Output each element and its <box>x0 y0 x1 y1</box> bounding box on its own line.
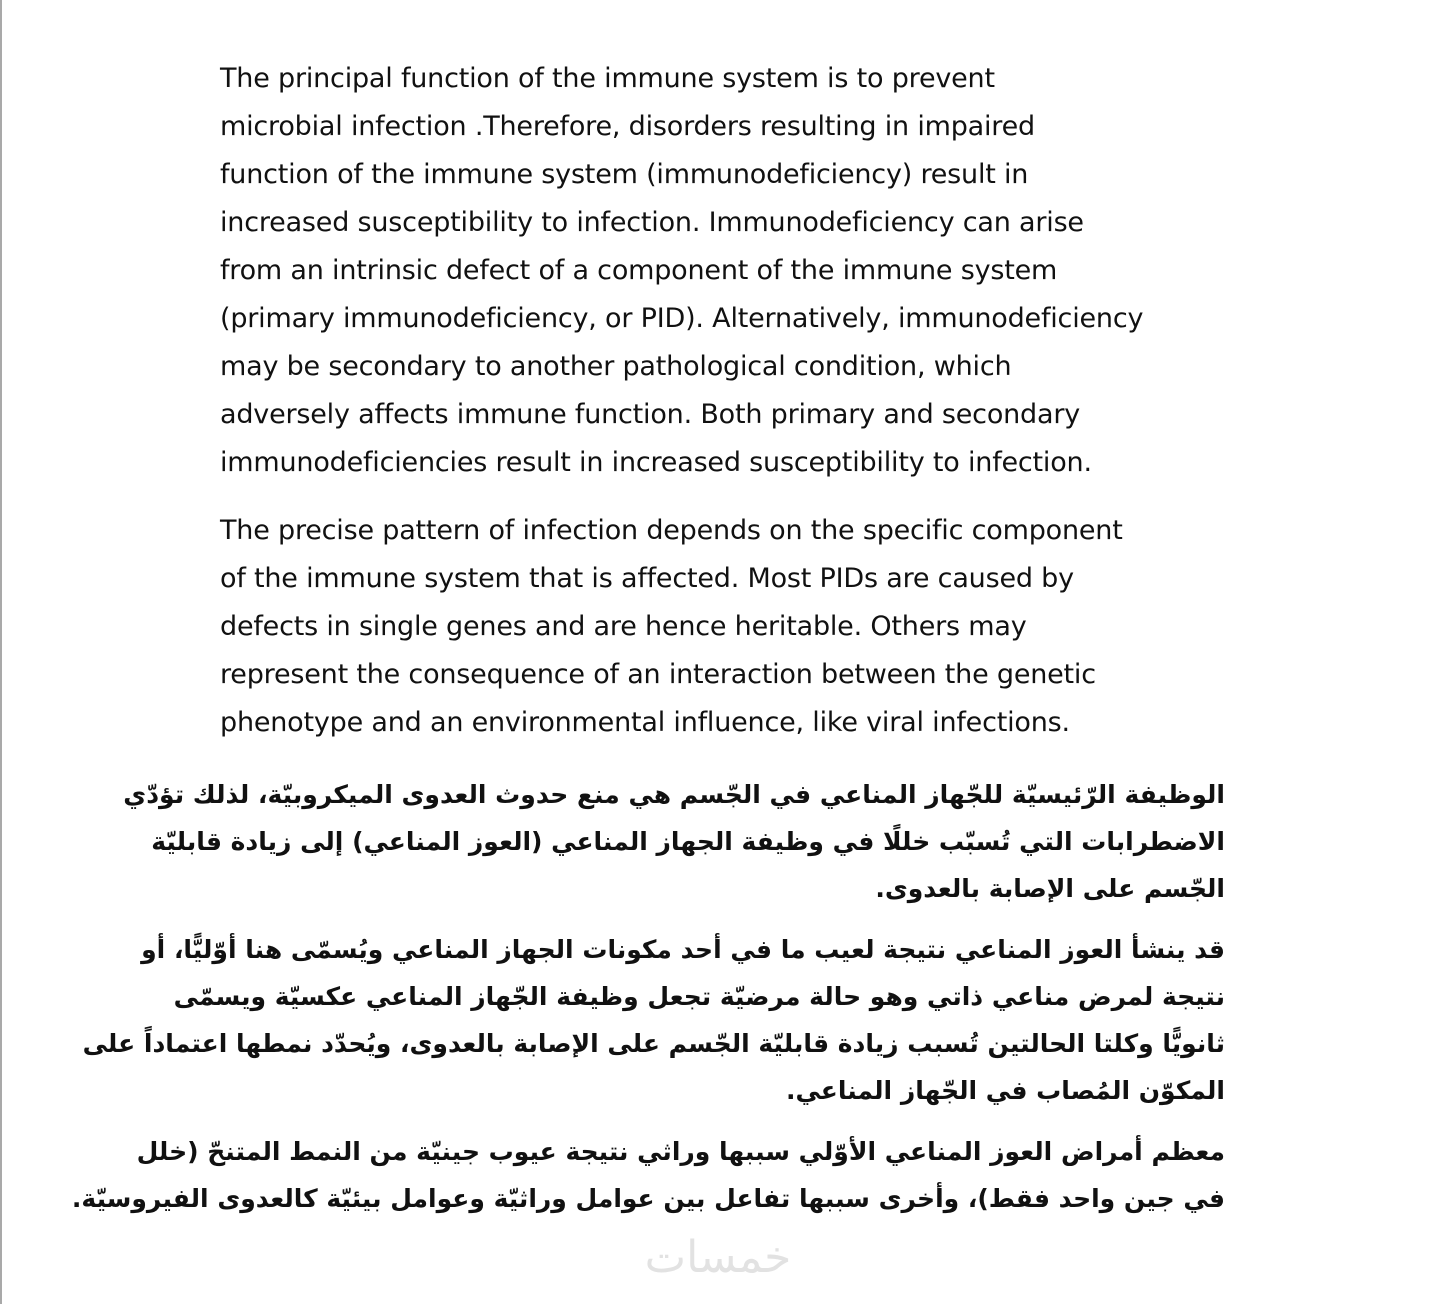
text-line: The precise pattern of infection depends on the specific component <box>220 515 1123 546</box>
text-line: معظم أمراض العوز المناعي الأوّلي سببها وراثي نتيجة عيوب جينيّة من النمط المتنحّ (خلل <box>136 1137 1225 1166</box>
arabic-paragraph-3 <box>71 1128 1225 1222</box>
arabic-paragraph-1 <box>123 771 1225 912</box>
text-line: from an intrinsic defect of a component of the immune system <box>220 255 1058 286</box>
text-line: represent the consequence of an interaction between the genetic <box>220 659 1096 690</box>
text-line: of the immune system that is affected. Most PIDs are caused by <box>220 563 1074 594</box>
text-line: المكوّن المُصاب في الجّهاز المناعي. <box>785 1076 1225 1105</box>
arabic-paragraph-2 <box>82 926 1225 1114</box>
text-line: microbial infection .Therefore, disorders resulting in impaired <box>220 111 1035 142</box>
text-line: نتيجة لمرض مناعي ذاتي وهو حالة مرضيّة تجعل وظيفة الجّهاز المناعي عكسيّة ويسمّى <box>173 982 1225 1011</box>
text-line: قد ينشأ العوز المناعي نتيجة لعيب ما في أحد مكونات الجهاز المناعي ويُسمّى هنا أوّليًّا، أو <box>141 935 1225 964</box>
text-line: الاضطرابات التي تُسبّب خللًا في وظيفة الجهاز المناعي (العوز المناعي) إلى زيادة قابليّة <box>151 827 1225 856</box>
text-line: defects in single genes and are hence heritable. Others may <box>220 611 1027 642</box>
english-paragraph-1 <box>220 55 1225 487</box>
text-line: ثانويًّا وكلتا الحالتين تُسبب زيادة قابليّة الجّسم على الإصابة بالعدوى، ويُحدّد نمطها اعتماداً على <box>82 1029 1225 1058</box>
text-line: الوظيفة الرّئيسيّة للجّهاز المناعي في الجّسم هي منع حدوث العدوى الميكروبيّة، لذلك تؤدّي <box>123 780 1225 809</box>
text-line: في جين واحد فقط)، وأخرى سببها تفاعل بين عوامل وراثيّة وعوامل بيئيّة كالعدوى الفيروسيّة. <box>71 1184 1225 1213</box>
text-line: phenotype and an environmental influence, like viral infections. <box>220 707 1070 738</box>
english-paragraph-2 <box>220 507 1225 747</box>
khamsat-watermark-logo: خمسات <box>644 1232 792 1283</box>
text-line: (primary immunodeficiency, or PID). Alternatively, immunodeficiency <box>220 303 1144 334</box>
document-page <box>71 55 1225 1222</box>
text-line: The principal function of the immune system is to prevent <box>220 63 995 94</box>
text-line: function of the immune system (immunodeficiency) result in <box>220 159 1029 190</box>
text-line: may be secondary to another pathological condition, which <box>220 351 1012 382</box>
text-line: immunodeficiencies result in increased susceptibility to infection. <box>220 447 1092 478</box>
text-line: adversely affects immune function. Both primary and secondary <box>220 399 1081 430</box>
text-line: increased susceptibility to infection. Immunodeficiency can arise <box>220 207 1084 238</box>
text-line: الجّسم على الإصابة بالعدوى. <box>875 874 1225 903</box>
